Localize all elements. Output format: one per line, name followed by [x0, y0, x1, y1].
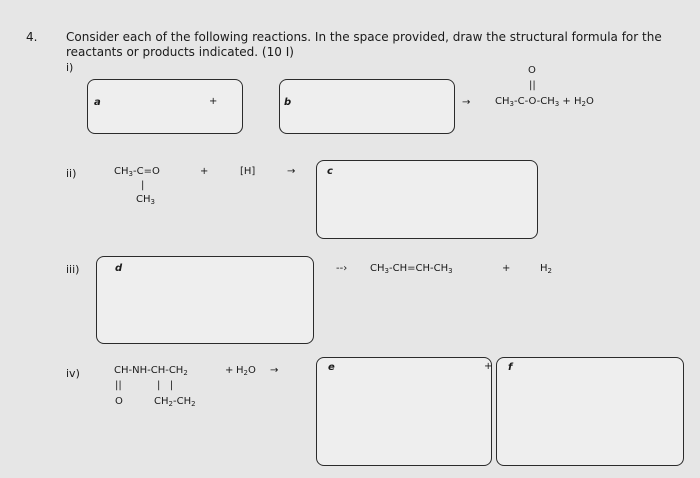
part-iii-label: iii) [66, 263, 80, 276]
part-ii-label: ii) [66, 167, 77, 180]
part-iii-plus: + [502, 263, 511, 274]
question-text-line2: reactants or products indicated. (10 I) [66, 45, 294, 59]
part-iv-plus-2: + [484, 361, 493, 372]
answer-box-c[interactable] [316, 160, 538, 239]
part-iv-oxygen: O [115, 396, 123, 407]
answer-box-d[interactable] [96, 256, 314, 344]
part-i-double-bond: || [529, 80, 536, 91]
box-a-label: a [94, 97, 101, 108]
part-ii-reactant: $CH_3-C=O$ [114, 166, 160, 178]
part-i-plus: + [209, 96, 218, 107]
part-ii-arrow: → [287, 166, 296, 177]
box-c-label: c [327, 166, 333, 177]
part-i-arrow: → [462, 97, 471, 108]
part-ii-branch: $CH_3$ [136, 194, 155, 206]
question-number: 4. [26, 30, 38, 44]
box-b-label: b [284, 97, 292, 108]
part-iv-plus: + [225, 365, 234, 376]
part-iv-double-bond: || [115, 380, 122, 391]
box-f-label: f [508, 362, 513, 373]
part-ii-bond: | [141, 180, 145, 191]
part-iv-ring: $CH_2-CH_2$ [154, 396, 196, 408]
part-i-carbonyl-oxygen: O [528, 65, 536, 76]
box-d-label: d [115, 263, 123, 274]
question-text-line1: Consider each of the following reactions. In the space provided, draw the structural formula for the [66, 30, 662, 44]
part-iv-water: $H_2O$ [236, 365, 256, 377]
part-iii-hydrogen: $H_2$ [540, 263, 552, 275]
part-ii-plus: + [200, 166, 209, 177]
answer-box-e[interactable] [316, 357, 492, 466]
answer-box-a[interactable] [87, 79, 243, 134]
part-iv-arrow: → [270, 365, 279, 376]
part-i-product: $CH_3-C-O-CH_3 + H_2O$ [495, 96, 594, 108]
part-iv-label: iv) [66, 367, 80, 380]
part-iii-arrow: --› [336, 263, 348, 274]
answer-box-b[interactable] [279, 79, 455, 134]
part-i-label: i) [66, 61, 74, 74]
part-ii-reagent: [H] [240, 166, 256, 177]
answer-box-f[interactable] [496, 357, 684, 466]
part-iv-reactant: $CH-NH-CH-CH_2$ [114, 365, 188, 377]
part-iii-product: $CH_3-CH=CH-CH_3$ [370, 263, 453, 275]
box-e-label: e [328, 362, 335, 373]
part-iv-ring-bonds: | | [157, 380, 174, 391]
